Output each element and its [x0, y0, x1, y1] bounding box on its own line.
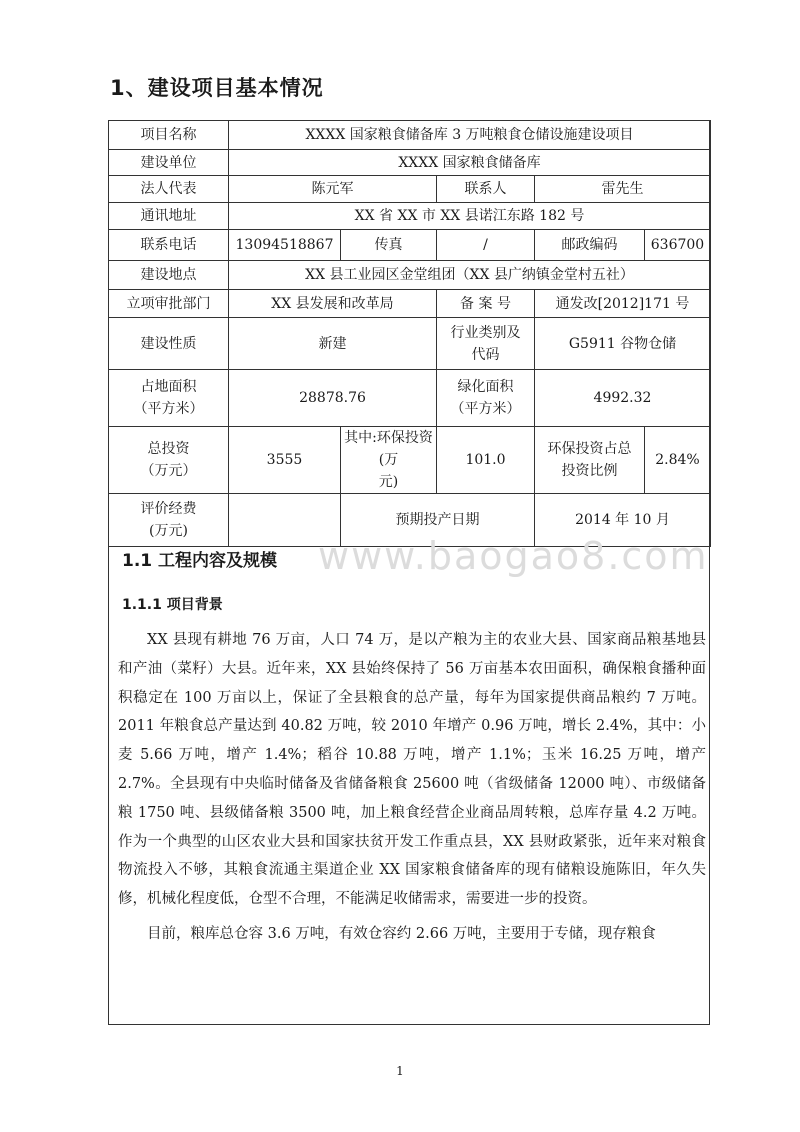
cell-label: 邮政编码 [535, 230, 645, 261]
cell-value: 陈元军 [229, 176, 437, 203]
cell-value: 雷先生 [535, 176, 711, 203]
cell-label-line: 代码 [471, 346, 500, 363]
cell-label [437, 370, 535, 427]
table-row [109, 176, 711, 203]
cell-label-line: （平方米） [133, 401, 204, 417]
cell-label: 立项审批部门 [109, 290, 229, 318]
cell-label [341, 427, 437, 494]
cell-label-line: 占地面积 [140, 379, 197, 395]
cell-label: 建设单位 [109, 150, 229, 176]
cell-label-line: 其中:环保投资(万 [344, 430, 433, 468]
table-row [109, 318, 711, 370]
paragraph: XX 县现有耕地 76 万亩，人口 74 万，是以产粮为主的农业大县、国家商品粮基地县和产油（菜籽）大县。近年来，XX 县始终保持了 56 万亩基本农田面积，确保粮食播种面积稳定在 100 万亩以上，保证了全县粮食的总产量，每年为国家提供商品粮约 7 万吨。2011 年粮食总产量达到 40.82 万吨，较 2010 年增产 0.96 万吨，增长 2.4%，其中：小麦 5.66 万吨，增产 1.4%；稻谷 10.88 万吨，增产 1.1%；玉米 16.25 万吨，增产 2.7%。全县现有中央临时储备及省储备粮食 25600 吨（省级储备 12000 吨）、市级储备粮 1750 吨、县级储备粮 3500 吨，加上粮食经营企业商品周转粮，总库存量 4.2 万吨。作为一个典型的山区农业大县和国家扶贫开发工作重点县，XX 县财政紧张，近年来对粮食物流投入不够，其粮食流通主渠道企业 XX 国家粮食储备库的现有储粮设施陈旧，年久失修，机械化程度低，仓型不合理，不能满足收储需求，需要进一步的投资。 [118, 632, 706, 908]
table-row [109, 203, 711, 230]
cell-label [109, 427, 229, 494]
cell-label-line: （平方米） [450, 401, 521, 417]
cell-label [109, 370, 229, 427]
cell-value: XX 县发展和改革局 [229, 290, 437, 318]
cell-label [535, 427, 645, 494]
cell-label: 传真 [341, 230, 437, 261]
cell-label: 通讯地址 [109, 203, 229, 230]
cell-label: 预期投产日期 [341, 494, 535, 547]
project-info-table [108, 120, 711, 547]
cell-value: 636700 [645, 230, 711, 261]
paragraph: 目前，粮库总仓容 3.6 万吨，有效仓容约 2.66 万吨，主要用于专储，现存粮食 [147, 925, 656, 942]
cell-label: 项目名称 [109, 121, 229, 150]
cell-value: 28878.76 [229, 370, 437, 427]
cell-label-line: 投资比例 [561, 463, 618, 479]
cell-label: 联系人 [437, 176, 535, 203]
cell-label [109, 494, 229, 547]
cell-label-line: 行业类别及 [450, 324, 521, 341]
cell-value: 2.84% [645, 427, 711, 494]
cell-label: 联系电话 [109, 230, 229, 261]
cell-value: G5911 谷物仓储 [535, 318, 711, 370]
cell-label-line: (万元) [149, 523, 188, 539]
section-title: 1.1 工程内容及规模 [122, 551, 278, 571]
cell-label-line: 总投资 [147, 441, 190, 457]
table-row [109, 230, 711, 261]
cell-value: XXXX 国家粮食储备库 3 万吨粮食仓储设施建设项目 [229, 121, 711, 150]
table-row [109, 261, 711, 290]
cell-value: XX 省 XX 市 XX 县诺江东路 182 号 [229, 203, 711, 230]
cell-value: / [437, 230, 535, 261]
watermark: www.baogao8.com [318, 534, 709, 578]
cell-label-line: （万元） [140, 463, 197, 479]
cell-label-line: 元) [378, 474, 399, 490]
table-row [109, 290, 711, 318]
cell-value: 3555 [229, 427, 341, 494]
subsection-title: 1.1.1 项目背景 [122, 597, 223, 613]
table-row [109, 150, 711, 176]
page-heading: 1、建设项目基本情况 [110, 76, 324, 100]
cell-value: XXXX 国家粮食储备库 [229, 150, 711, 176]
table-row [109, 370, 711, 427]
cell-label [437, 318, 535, 370]
cell-label: 法人代表 [109, 176, 229, 203]
cell-value: 2014 年 10 月 [535, 494, 711, 547]
cell-label-line: 环保投资占总 [547, 441, 632, 457]
cell-value: 13094518867 [229, 230, 341, 261]
cell-label: 建设性质 [109, 318, 229, 370]
table-row [109, 121, 711, 150]
cell-value: XX 县工业园区金堂组团（XX 县广纳镇金堂村五社） [229, 261, 711, 290]
table-row [109, 427, 711, 494]
cell-label-line: 绿化面积 [457, 379, 514, 395]
cell-label-line: 评价经费 [140, 501, 197, 517]
cell-value: 101.0 [437, 427, 535, 494]
cell-label: 建设地点 [109, 261, 229, 290]
cell-value: 通发改[2012]171 号 [535, 290, 711, 318]
cell-value: 4992.32 [535, 370, 711, 427]
cell-value: 新建 [229, 318, 437, 370]
body-text [118, 626, 706, 955]
cell-label: 备 案 号 [437, 290, 535, 318]
page-number: 1 [396, 1064, 404, 1078]
